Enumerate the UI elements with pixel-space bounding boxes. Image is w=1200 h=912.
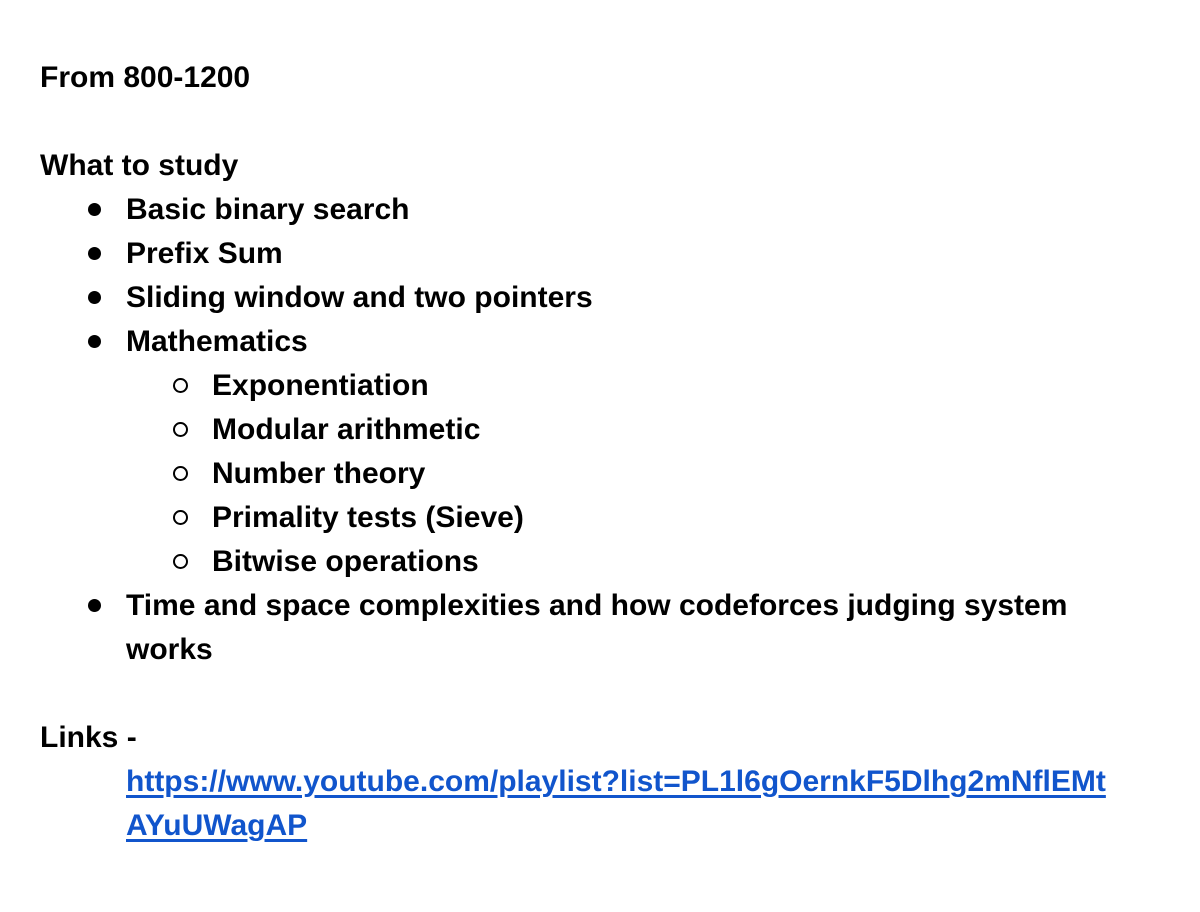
sub-list-item <box>40 452 1160 496</box>
playlist-link[interactable]: https://www.youtube.com/playlist?list=PL1l6gOernkF5Dlhg2mNflEMtAYuUWagAP <box>126 765 1106 842</box>
bullet-icon <box>84 232 104 276</box>
bullet-icon <box>84 320 104 364</box>
list-item <box>40 584 1160 672</box>
bullet-icon <box>84 584 104 628</box>
hollow-bullet-icon <box>170 364 190 408</box>
sub-list-item-label: Number theory <box>212 457 426 490</box>
sub-list-item <box>40 496 1160 540</box>
sub-list-item-label: Primality tests (Sieve) <box>212 501 524 534</box>
document-title: From 800-1200 <box>40 61 251 94</box>
hollow-bullet-icon <box>170 540 190 584</box>
study-list <box>40 188 1160 672</box>
bullet-icon <box>84 188 104 232</box>
study-heading: What to study <box>40 149 239 182</box>
list-item-label: Sliding window and two pointers <box>126 281 593 314</box>
bullet-icon <box>84 276 104 320</box>
list-item <box>40 276 1160 320</box>
sub-list-item <box>40 540 1160 584</box>
sub-list-item-label: Exponentiation <box>212 369 429 402</box>
links-label: Links - <box>40 721 137 754</box>
list-item-label: Basic binary search <box>126 193 410 226</box>
sub-list-item-label: Bitwise operations <box>212 545 479 578</box>
hollow-bullet-icon <box>170 452 190 496</box>
list-item <box>40 188 1160 232</box>
list-item <box>40 232 1160 276</box>
sub-list-item-label: Modular arithmetic <box>212 413 481 446</box>
hollow-bullet-icon <box>170 408 190 452</box>
list-item-label: Time and space complexities and how codeforces judging system works <box>126 589 1068 666</box>
list-item-label: Prefix Sum <box>126 237 283 270</box>
hollow-bullet-icon <box>170 496 190 540</box>
sub-list-item <box>40 364 1160 408</box>
list-item <box>40 320 1160 364</box>
sub-list-item <box>40 408 1160 452</box>
list-item-label: Mathematics <box>126 325 308 358</box>
